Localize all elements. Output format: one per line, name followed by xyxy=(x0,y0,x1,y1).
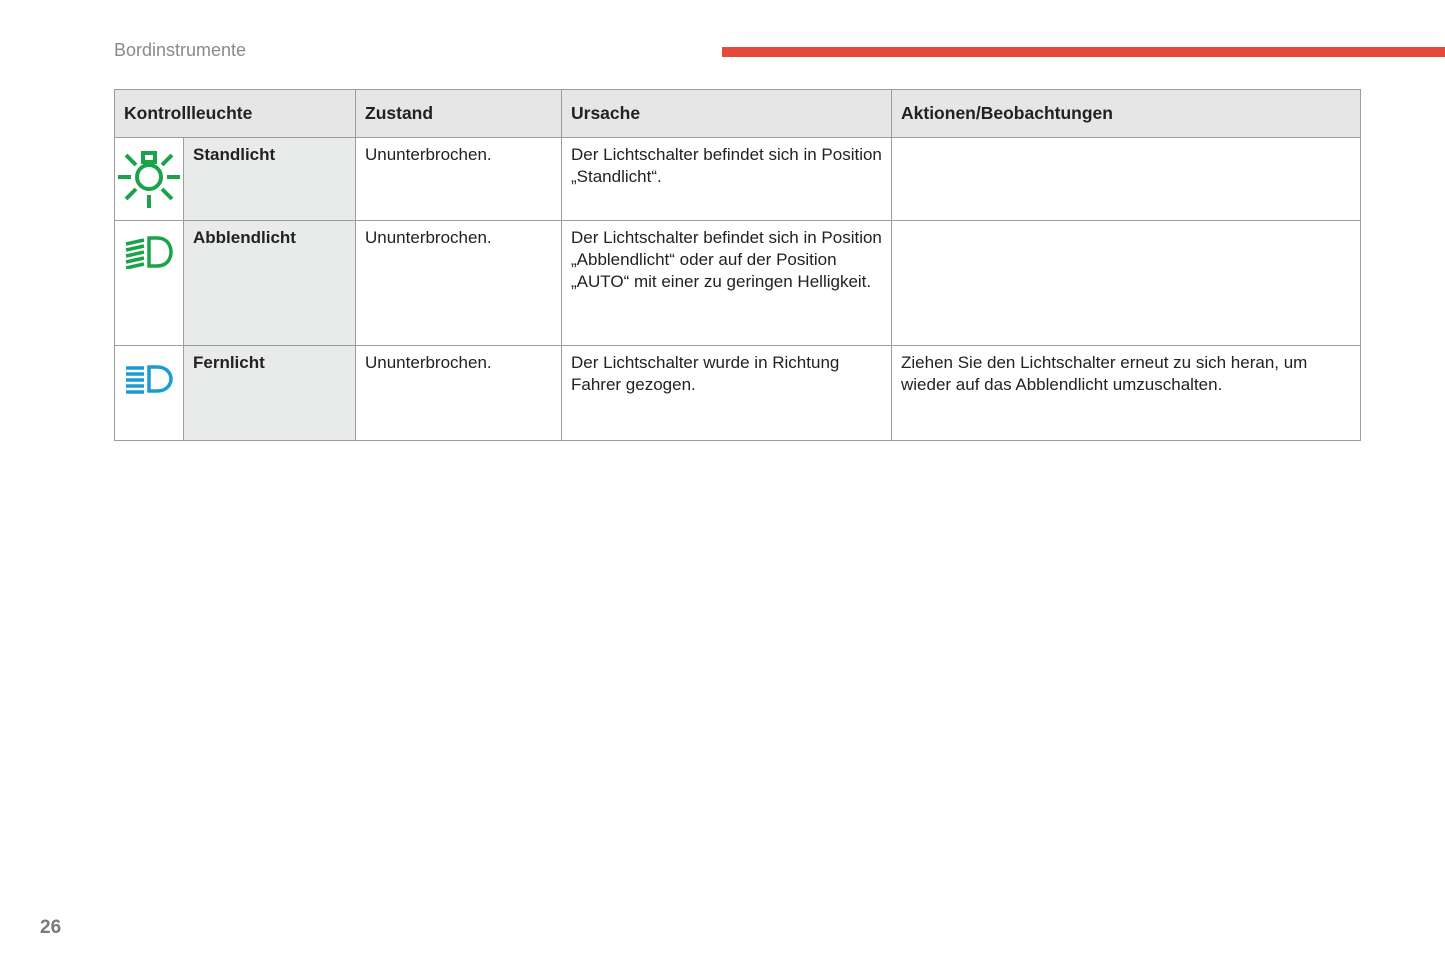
section-accent-bar xyxy=(722,47,1445,57)
dipped-beam-icon xyxy=(124,235,174,269)
indicator-action xyxy=(892,138,1361,221)
indicator-action: Ziehen Sie den Lichtschalter erneut zu sich heran, um wieder auf das Abblendlicht umzuschalten. xyxy=(892,346,1361,441)
column-header-state: Zustand xyxy=(356,90,562,138)
indicator-icon-cell xyxy=(115,221,184,346)
page-number: 26 xyxy=(40,917,62,938)
indicator-state: Ununterbrochen. xyxy=(356,221,562,346)
table-row-sidelights xyxy=(115,138,1361,221)
indicator-cause: Der Lichtschalter befindet sich in Position „Abblendlicht“ oder auf der Position „AUTO“ mit einer zu geringen Helligkeit. xyxy=(562,221,892,346)
column-header-actions: Aktionen/Beobachtungen xyxy=(892,90,1361,138)
indicator-name: Fernlicht xyxy=(184,346,356,441)
indicator-cause: Der Lichtschalter wurde in Richtung Fahrer gezogen. xyxy=(562,346,892,441)
indicator-action xyxy=(892,221,1361,346)
column-header-indicator: Kontrollleuchte xyxy=(115,90,356,138)
table-row-main-beam xyxy=(115,346,1361,441)
section-title: Bordinstrumente xyxy=(114,40,247,60)
table-row-dipped-beam xyxy=(115,221,1361,346)
indicator-name: Standlicht xyxy=(184,138,356,221)
indicator-state: Ununterbrochen. xyxy=(356,346,562,441)
indicator-state: Ununterbrochen. xyxy=(356,138,562,221)
main-beam-icon xyxy=(124,364,174,394)
indicator-name: Abblendlicht xyxy=(184,221,356,346)
column-header-cause: Ursache xyxy=(562,90,892,138)
indicator-icon-cell xyxy=(115,346,184,441)
table-header-row xyxy=(115,90,1361,138)
indicator-cause: Der Lichtschalter befindet sich in Position „Standlicht“. xyxy=(562,138,892,221)
indicator-icon-cell xyxy=(115,138,184,221)
warning-lamp-table xyxy=(114,89,1361,441)
sidelights-icon xyxy=(116,148,182,210)
